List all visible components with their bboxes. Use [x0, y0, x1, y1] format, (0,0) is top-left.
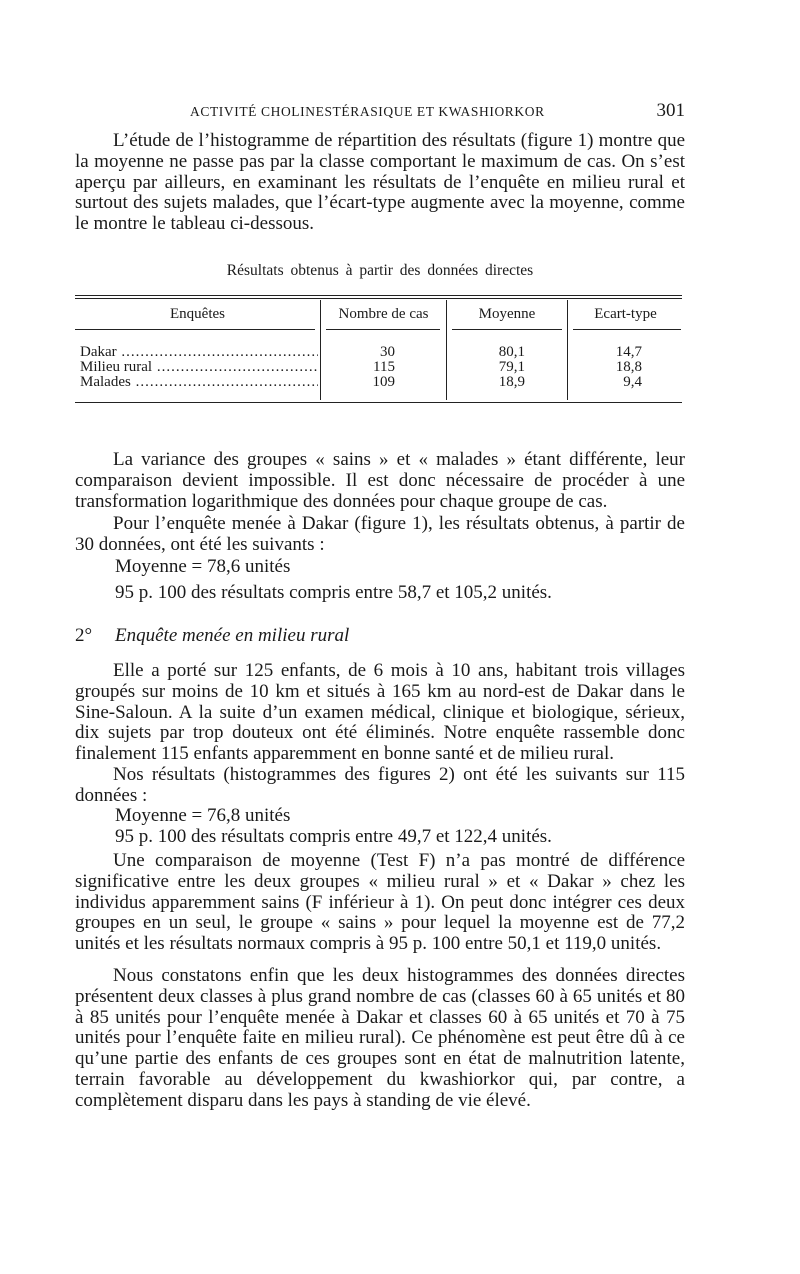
- cell-ecart-type: 9,4: [623, 374, 642, 390]
- rural-mean-line: Moyenne = 76,8 unités: [115, 805, 291, 826]
- section-heading: [75, 625, 349, 647]
- table-header-ecart-type: Ecart-type: [594, 306, 657, 322]
- cell-moyenne: 18,9: [498, 374, 525, 390]
- cell-moyenne: 79,1: [498, 359, 525, 375]
- table-header-rule: [573, 329, 681, 330]
- paragraph-dakar-results: Pour l’enquête menée à Dakar (figure 1), les résultats obtenus, à partir de 30 données, ont été les suivants :: [75, 513, 685, 555]
- table-header-moyenne: Moyenne: [478, 306, 536, 322]
- table-header-rule: [326, 329, 440, 330]
- row-label-malades: Malades .....: [80, 374, 318, 391]
- cell-ecart-type: 14,7: [615, 344, 642, 360]
- row-label-dakar: Dakar .....: [80, 344, 318, 361]
- paragraph-histogram-intro: L’étude de l’histogramme de répartition des résultats (figure 1) montre que la moyenne ne passe pas par la classe comportant le maximum de cas. On s’est aperçu par ailleurs, en examinant les résultats de l’enquête en milieu rural et surtout des sujets malades, que l’écart-type augmente avec la moyenne, comme le montre le tableau ci-dessous.: [75, 130, 685, 235]
- dakar-mean-line: Moyenne = 78,6 unités: [115, 556, 291, 577]
- cell-nombre-de-cas: 30: [380, 344, 395, 360]
- table-bottom-rule: [75, 402, 682, 403]
- table-header-rule: [452, 329, 562, 330]
- page-number: 301: [656, 100, 685, 121]
- cell-ecart-type: 18,8: [615, 359, 642, 375]
- section-title: Enquête menée en milieu rural: [115, 625, 350, 646]
- rural-range-line: 95 p. 100 des résultats compris entre 49,7 et 122,4 unités.: [115, 826, 552, 847]
- dakar-range-line: 95 p. 100 des résultats compris entre 58,7 et 105,2 unités.: [115, 582, 552, 603]
- table-caption: Résultats obtenus à partir des données directes: [226, 262, 534, 279]
- table-header-enquetes: Enquêtes: [170, 306, 225, 322]
- paragraph-rural-results: Nos résultats (histogrammes des figures 2) ont été les suivants sur 115 données :: [75, 764, 685, 806]
- paragraph-conclusion: Nous constatons enfin que les deux histogrammes des données directes présentent deux classes à plus grand nombre de cas (classes 60 à 65 unités et 80 à 85 unités pour l’enquête menée à Dakar et classes 60 à 65 unités et 70 à 75 unités pour l’enquête faite en milieu rural). Ce phénomène est peut être dû à ce qu’une partie des enfants de ces groupes sont en état de malnutrition latente, terrain favorable au développement du kwashiorkor qui, par contre, a complètement disparu dans les pays à standing de vie élevé.: [75, 965, 685, 1111]
- paragraph-test-f: Une comparaison de moyenne (Test F) n’a pas montré de différence significative entre les deux groupes « milieu rural » et « Dakar » chez les individus apparemment sains (F inférieur à 1). On peut donc intégrer ces deux groupes en un seul, le groupe « sains » pour lequel la moyenne est de 77,2 unités et les résultats normaux compris à 95 p. 100 entre 50,1 et 119,0 unités.: [75, 850, 685, 955]
- row-label-milieu-rural: Milieu rural .....: [80, 359, 318, 376]
- section-number: 2°: [75, 625, 93, 646]
- table-header-nombre-de-cas: Nombre de cas: [338, 306, 429, 322]
- page-header: [75, 100, 685, 126]
- paragraph-rural-survey: Elle a porté sur 125 enfants, de 6 mois à 10 ans, habitant trois villages groupés sur moins de 10 km et situés à 165 km au nord-est de Dakar dans le Sine-Saloun. A la suite d’un examen médical, clinique et biologique, sérieux, dix sujets par trop douteux ont été éliminés. Notre enquête rassemble donc finalement 115 enfants apparemment en bonne santé et de milieu rural.: [75, 660, 685, 765]
- cell-nombre-de-cas: 109: [372, 374, 395, 390]
- paragraph-variance: La variance des groupes « sains » et « malades » étant différente, leur comparaison devient impossible. Il est donc nécessaire de procéder à une transformation logarithmique des données pour chaque groupe de cas.: [75, 449, 685, 512]
- running-head: ACTIVITÉ CHOLINESTÉRASIQUE ET KWASHIORKOR: [190, 104, 545, 119]
- table-header-rule: [75, 329, 315, 330]
- table-top-rule: [75, 295, 682, 299]
- cell-moyenne: 80,1: [498, 344, 525, 360]
- cell-nombre-de-cas: 115: [373, 359, 395, 375]
